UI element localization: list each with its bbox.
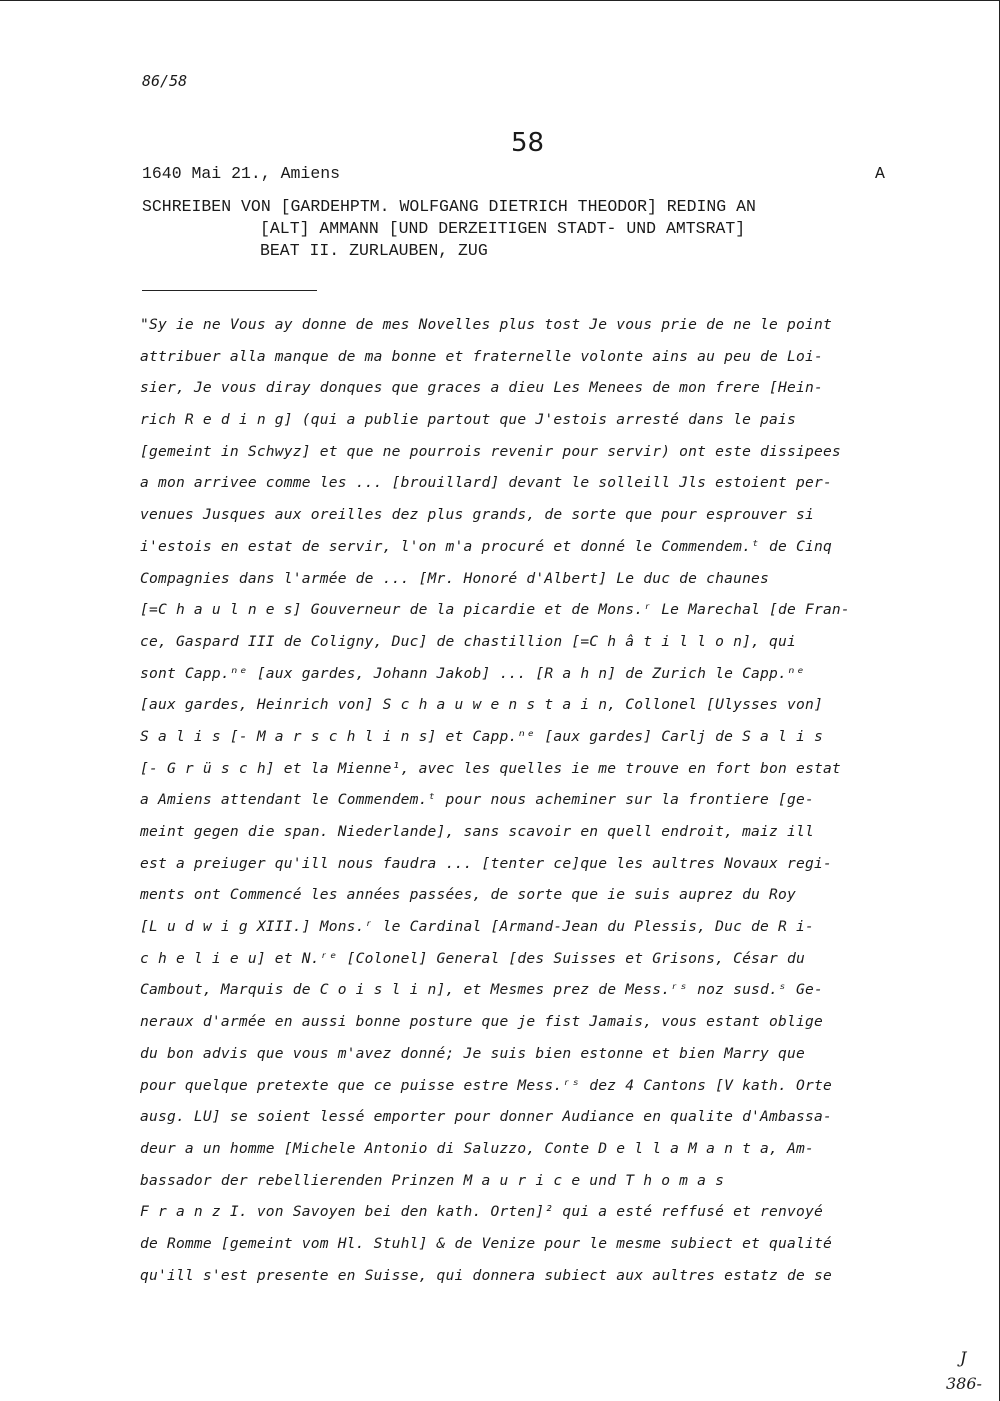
letter-code: A	[875, 164, 885, 183]
body-line: rich R e d i n g] (qui a publie partout que J'estois arresté dans le pais	[140, 411, 796, 429]
heading-line: [ALT] AMMANN [UND DERZEITIGEN STADT- UND AMTSRAT]	[260, 219, 746, 238]
body-line: sier, Je vous diray donques que graces a dieu Les Menees de mon frere [Hein-	[140, 379, 823, 397]
body-line: pour quelque pretexte que ce puisse estre Mess.ʳˢ dez 4 Cantons [V kath. Orte	[140, 1076, 832, 1094]
body-line: F r a n z I. von Savoyen bei den kath. Orten]² qui a esté reffusé et renvoyé	[140, 1203, 823, 1221]
body-line: [gemeint in Schwyz] et que ne pourrois revenir pour servir) ont este dissipees	[140, 442, 841, 460]
body-line: de Romme [gemeint vom Hl. Stuhl] & de Venize pour le mesme subiect et qualité	[140, 1234, 832, 1252]
date-place: 1640 Mai 21., Amiens	[142, 164, 341, 183]
body-line: ausg. LU] se soient lessé emporter pour donner Audiance en qualite d'Ambassa-	[140, 1108, 832, 1126]
page-number: 58	[511, 128, 545, 158]
body-line: Cambout, Marquis de C o i s l i n], et Mesmes prez de Mess.ʳˢ noz susd.ˢ Ge-	[140, 981, 823, 999]
body-line: attribuer alla manque de ma bonne et fraternelle volonte ains au peu de Loi-	[140, 347, 823, 365]
heading-line: SCHREIBEN VON [GARDEHPTM. WOLFGANG DIETRICH THEODOR] REDING AN	[142, 197, 756, 216]
margin-mark: 386-	[946, 1374, 982, 1393]
body-line: qu'ill s'est presente en Suisse, qui donnera subiect aux aultres estatz de se	[140, 1266, 832, 1284]
body-line: a mon arrivee comme les ... [brouillard] devant le solleill Jls estoient per-	[140, 474, 832, 492]
archive-reference: 86/58	[142, 72, 188, 90]
margin-mark: J	[960, 1348, 967, 1367]
body-line: deur a un homme [Michele Antonio di Saluzzo, Conte D e l l a M a n t a, Am-	[140, 1139, 814, 1157]
body-line: c h e l i e u] et N.ʳᵉ [Colonel] General [des Suisses et Grisons, César du	[140, 949, 805, 967]
document-heading	[142, 196, 902, 262]
body-line: du bon advis que vous m'avez donné; Je suis bien estonne et bien Marry que	[140, 1044, 805, 1062]
body-line: [- G r ü s c h] et la Mienne¹, avec les quelles ie me trouve en fort bon estat	[140, 759, 841, 777]
body-line: venues Jusques aux oreilles dez plus grands, de sorte que pour esprouver si	[140, 506, 814, 524]
top-border-line	[0, 0, 1000, 1]
body-line: meint gegen die span. Niederlande], sans scavoir en quell endroit, maiz ill	[140, 823, 814, 840]
body-line: Compagnies dans l'armée de ... [Mr. Honoré d'Albert] Le duc de chaunes	[140, 569, 770, 587]
body-line: bassador der rebellierenden Prinzen M a u r i c e und T h o m a s	[140, 1171, 725, 1189]
body-line: "Sy ie ne Vous ay donne de mes Novelles plus tost Je vous prie de ne le point	[140, 316, 832, 333]
body-line: a Amiens attendant le Commendem.ᵗ pour nous acheminer sur la frontiere [ge-	[140, 791, 814, 809]
body-line: sont Capp.ⁿᵉ [aux gardes, Johann Jakob] ... [R a h n] de Zurich le Capp.ⁿᵉ	[140, 664, 805, 682]
body-line: ce, Gaspard III de Coligny, Duc] de chastillion [=C h â t i l l o n], qui	[140, 632, 796, 650]
body-line: [=C h a u l n e s] Gouverneur de la picardie et de Mons.ʳ Le Marechal [de Fran-	[140, 601, 850, 619]
heading-line: BEAT II. ZURLAUBEN, ZUG	[260, 241, 488, 260]
body-line: [L u d w i g XIII.] Mons.ʳ le Cardinal [Armand-Jean du Plessis, Duc de R i-	[140, 918, 814, 936]
body-line: ments ont Commencé les années passées, de sorte que ie suis auprez du Roy	[140, 886, 796, 904]
body-line: i'estois en estat de servir, l'on m'a procuré et donné le Commendem.ᵗ de Cinq	[140, 537, 832, 555]
separator-rule	[142, 290, 317, 291]
letter-body	[140, 309, 930, 1291]
body-line: S a l i s [- M a r s c h l i n s] et Capp.ⁿᵉ [aux gardes] Carlj de S a l i s	[140, 727, 823, 745]
body-line: neraux d'armée en aussi bonne posture que je fist Jamais, vous estant oblige	[140, 1013, 823, 1031]
body-line: [aux gardes, Heinrich von] S c h a u w e n s t a i n, Collonel [Ulysses von]	[140, 696, 823, 714]
body-line: est a preiuger qu'ill nous faudra ... [tenter ce]que les aultres Novaux regi-	[140, 854, 832, 872]
